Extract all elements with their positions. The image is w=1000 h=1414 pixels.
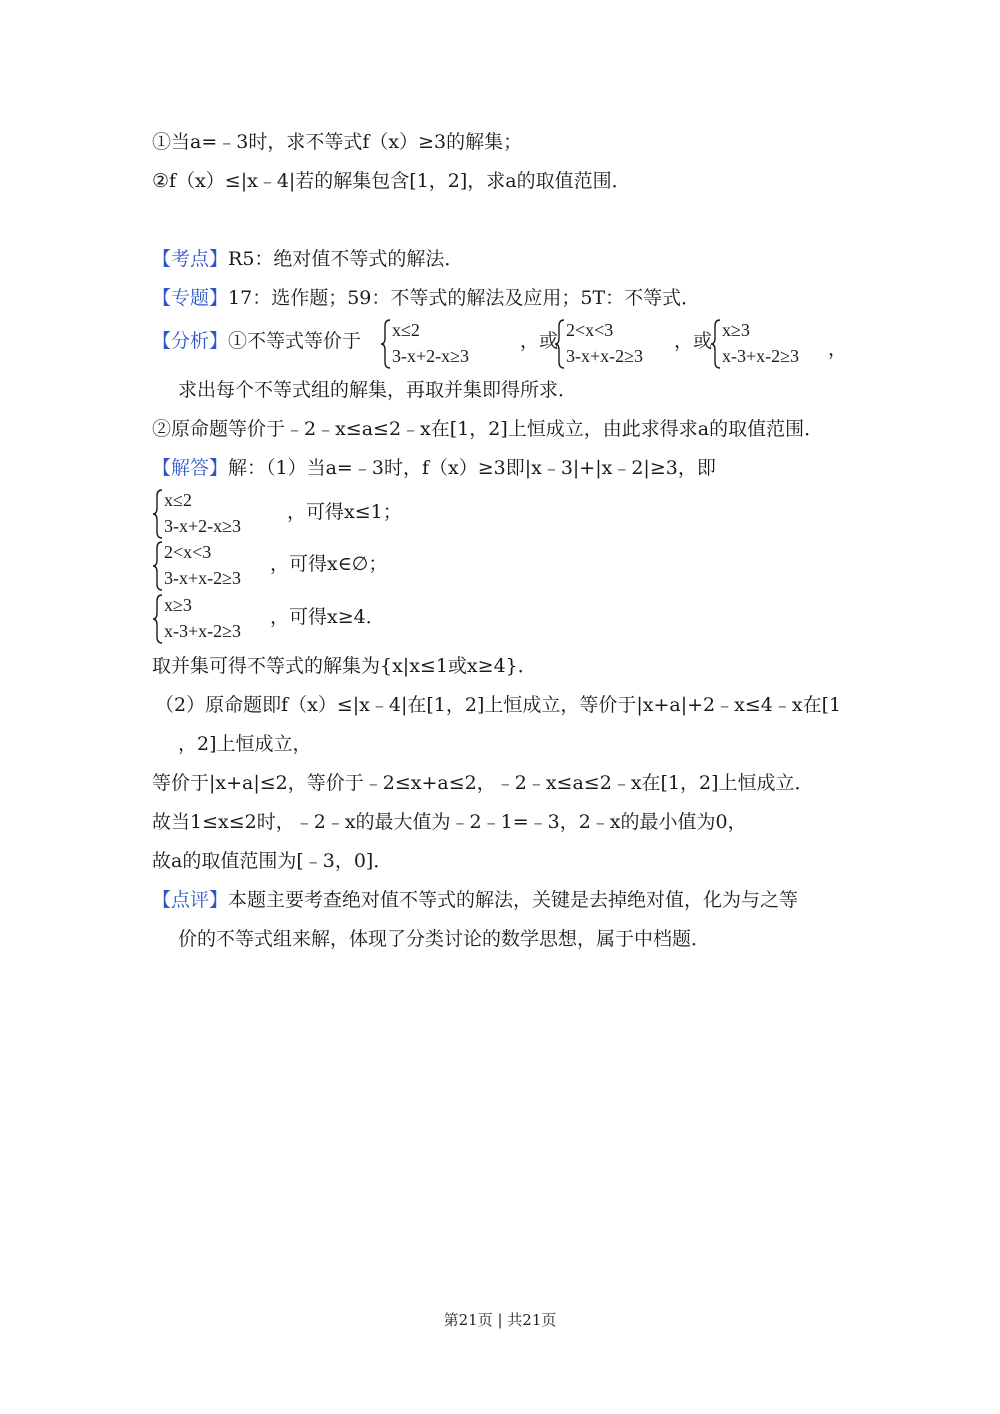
brace-icon <box>152 593 164 645</box>
jieda-result-a: ，可得x≤1； <box>287 501 402 523</box>
fenxi-system-2 <box>554 318 694 370</box>
fenxi-sys3-row1: x≥3 <box>722 320 750 340</box>
jieda-sysC-row1: x≥3 <box>164 595 192 615</box>
jieda-result-c: ，可得x≥4． <box>270 606 385 628</box>
dianping-text1: 本题主要考查绝对值不等式的解法，关键是去掉绝对值，化为与之等 <box>228 889 799 911</box>
kaodian-line <box>152 246 463 272</box>
brace-icon <box>554 318 566 370</box>
fenxi-sep2: ，或 <box>674 330 713 352</box>
jieda-sysA-row2: 3-x+2-x≥3 <box>164 516 242 536</box>
jieda-part2-line1: （2）原命题即f（x）≤|x﹣4|在[1，2]上恒成立，等价于|x+a|+2﹣x≤4﹣x在[1 <box>155 694 842 716</box>
dianping-tag: 【点评】 <box>152 889 229 911</box>
brace-icon <box>152 488 164 540</box>
jieda-sysB-row1: 2<x<3 <box>164 542 212 562</box>
brace-icon <box>152 540 164 592</box>
fenxi-sep1: ，或 <box>520 330 559 352</box>
question-1: ①当a=﹣3时，求不等式f（x）≥3的解集； <box>152 131 523 153</box>
dianping-line1 <box>152 887 798 913</box>
brace-icon <box>710 318 722 370</box>
jieda-sysA-row1: x≤2 <box>164 490 192 510</box>
jieda-line1 <box>152 455 716 481</box>
fenxi-intro: ①不等式等价于 <box>228 330 362 352</box>
jieda-text: 解：（1）当a=﹣3时，f（x）≥3即|x﹣3|+|x﹣2|≥3，即 <box>228 457 716 479</box>
fenxi-sys1-row1: x≤2 <box>392 320 420 340</box>
fenxi-line2: 求出每个不等式组的解集，再取并集即得所求． <box>178 379 578 401</box>
dianping-line2: 价的不等式组来解，体现了分类讨论的数学思想，属于中档题． <box>178 928 711 950</box>
page-footer: 第21页 | 共21页 <box>443 1311 557 1329</box>
fenxi-sys2-row1: 2<x<3 <box>566 320 614 340</box>
zhuanti-text: 17：选作题；59：不等式的解法及应用；5T：不等式． <box>228 287 701 309</box>
fenxi-system-1 <box>380 318 520 370</box>
zhuanti-tag: 【专题】 <box>152 287 229 309</box>
fenxi-system-3 <box>710 318 835 370</box>
fenxi-end: ， <box>828 338 848 360</box>
kaodian-tag: 【考点】 <box>152 248 229 270</box>
fenxi-line3: ②原命题等价于﹣2﹣x≤a≤2﹣x在[1，2]上恒成立，由此求得求a的取值范围． <box>152 418 824 440</box>
fenxi-tag: 【分析】 <box>152 330 229 352</box>
jieda-sysB-row2: 3-x+x-2≥3 <box>164 568 242 588</box>
zhuanti-line <box>152 285 700 311</box>
fenxi-sys3-row2: x-3+x-2≥3 <box>722 346 800 366</box>
question-2: ②f（x）≤|x﹣4|若的解集包含[1，2]，求a的取值范围． <box>152 170 631 192</box>
fenxi-sys2-row2: 3-x+x-2≥3 <box>566 346 644 366</box>
jieda-part2-line3: 等价于|x+a|≤2，等价于﹣2≤x+a≤2，﹣2﹣x≤a≤2﹣x在[1，2]上恒成立． <box>152 772 814 794</box>
jieda-sysC-row2: x-3+x-2≥3 <box>164 621 242 641</box>
kaodian-text: R5：绝对值不等式的解法． <box>228 248 464 270</box>
jieda-tag: 【解答】 <box>152 457 229 479</box>
jieda-part2-line2: ，2]上恒成立， <box>178 733 312 755</box>
jieda-union: 取并集可得不等式的解集为{x|x≤1或x≥4}． <box>152 655 537 677</box>
jieda-system-c <box>152 593 272 645</box>
fenxi-sys1-row2: 3-x+2-x≥3 <box>392 346 470 366</box>
brace-icon <box>380 318 392 370</box>
jieda-system-b <box>152 540 272 592</box>
jieda-part2-line4: 故当1≤x≤2时，﹣2﹣x的最大值为﹣2﹣1=﹣3，2﹣x的最小值为0， <box>152 811 747 833</box>
fenxi-intro-line <box>152 328 361 354</box>
jieda-part2-line5: 故a的取值范围为[﹣3，0]． <box>152 850 393 872</box>
jieda-system-a <box>152 488 287 540</box>
jieda-result-b: ，可得x∈∅； <box>270 553 388 575</box>
